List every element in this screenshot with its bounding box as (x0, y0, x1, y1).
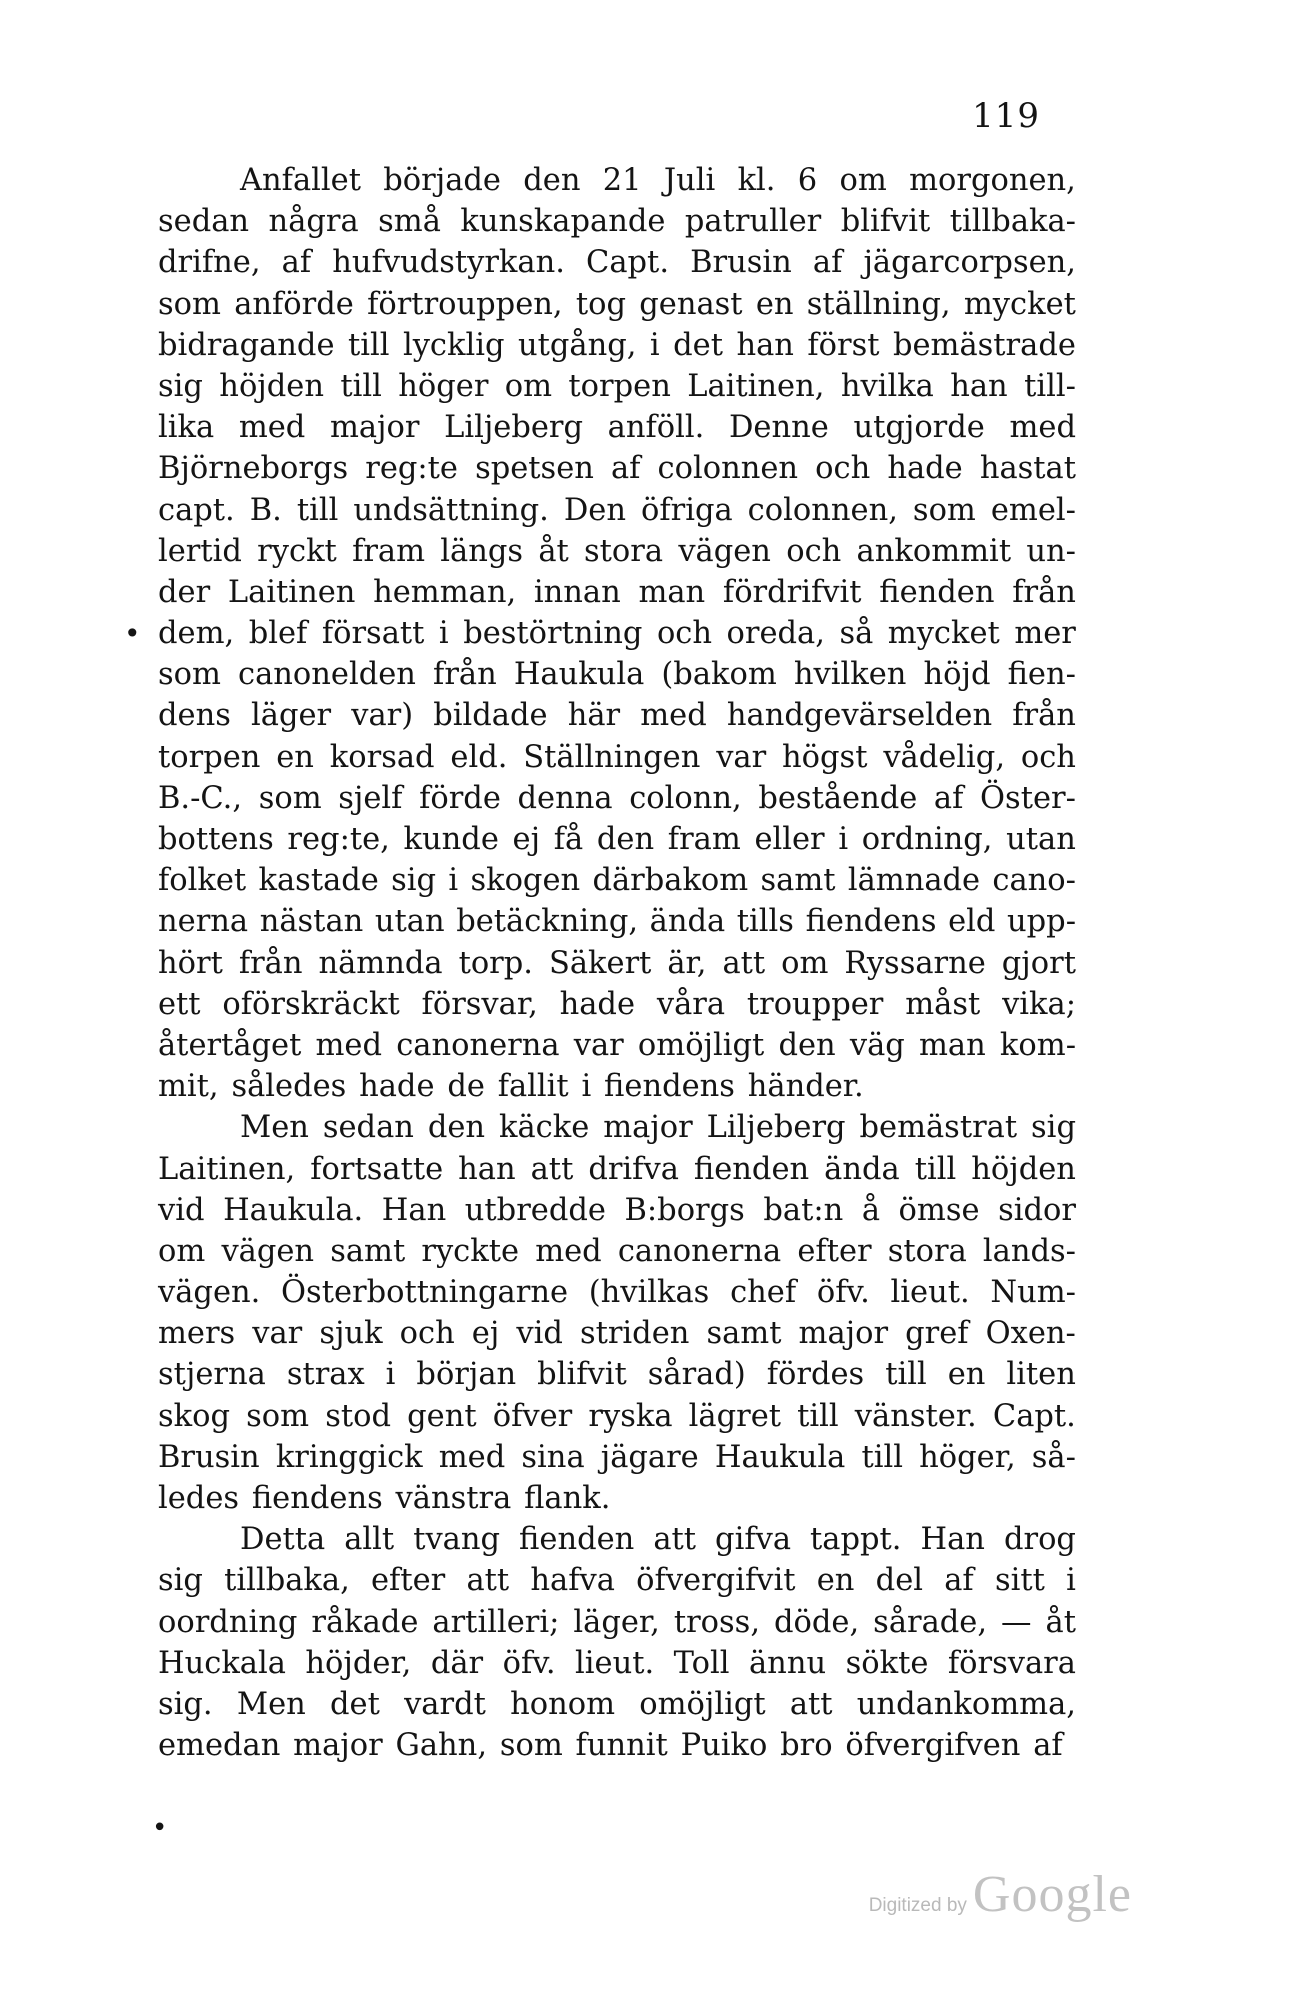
text-line: Anfallet började den 21 Juli kl. 6 om morgonen, (240, 163, 1076, 198)
text-line: ledes fiendens vänstra flank. (158, 1481, 611, 1516)
text-line: nerna nästan utan betäckning, ända tills fiendens eld upp- (158, 904, 1076, 940)
text-line: torpen en korsad eld. Ställningen var högst vådelig, och (158, 739, 1076, 775)
text-line: B.-C., som sjelf förde denna colonn, bestående af Öster- (158, 780, 1076, 816)
text-line: lika med major Liljeberg anföll. Denne utgjorde med (158, 410, 1076, 446)
text-line: Detta allt tvang fienden att gifva tappt. Han drog (240, 1522, 1076, 1558)
text-line: Brusin kringgick med sina jägare Haukula till höger, så- (158, 1439, 1076, 1475)
text-line: stjerna strax i början blifvit sårad) fördes till en liten (158, 1357, 1076, 1393)
text-line: dens läger var) bildade här med handgevärselden från (158, 698, 1076, 734)
text-line: oordning råkade artilleri; läger, tross, döde, sårade, — åt (158, 1604, 1076, 1640)
watermark-digitized-label: Digitized by (868, 1895, 967, 1916)
text-line: vid Haukula. Han utbredde B:borgs bat:n å ömse sidor (158, 1192, 1076, 1228)
text-line: capt. B. till undsättning. Den öfriga colonnen, som emel- (158, 492, 1076, 528)
text-line: skog som stod gent öfver ryska lägret till vänster. Capt. (158, 1398, 1076, 1434)
text-line: drifne, af hufvudstyrkan. Capt. Brusin af jägarcorpsen, (158, 245, 1076, 281)
text-line: bidragande till lycklig utgång, i det han först bemästrade (158, 327, 1076, 363)
text-line: sig. Men det vardt honom omöjligt att undankomma, (158, 1686, 1076, 1722)
text-line: ett oförskräckt försvar, hade våra troupper måst vika; (158, 986, 1076, 1022)
text-line: Men sedan den käcke major Liljeberg bemästrat sig (240, 1110, 1076, 1146)
text-line: som canonelden från Haukula (bakom hvilken höjd fien- (158, 657, 1076, 693)
text-line: sedan några små kunskapande patruller blifvit tillbaka- (158, 204, 1076, 240)
text-line: om vägen samt ryckte med canonerna efter stora lands- (158, 1233, 1076, 1269)
paragraph (158, 160, 1076, 1107)
paragraph (158, 1107, 1076, 1519)
text-line: emedan major Gahn, som funnit Puiko bro öfvergifven af (158, 1728, 1063, 1764)
text-line: återtåget med canonerna var omöjligt den väg man kom- (158, 1027, 1076, 1063)
text-line: Laitinen, fortsatte han att drifva fienden ända till höjden (158, 1151, 1076, 1187)
text-line: bottens reg:te, kunde ej få den fram eller i ordning, utan (158, 822, 1076, 857)
stray-mark: • (152, 1813, 168, 1843)
google-watermark (869, 1865, 1132, 1924)
text-line: lertid ryckt fram längs åt stora vägen och ankommit un- (158, 533, 1076, 569)
margin-bullet: • (124, 617, 141, 650)
body-text (158, 160, 1076, 1766)
text-line: som anförde förtrouppen, tog genast en ställning, mycket (158, 286, 1076, 322)
text-line: Huckala höjder, där öfv. lieut. Toll ännu sökte försvara (158, 1645, 1076, 1681)
text-line: folket kastade sig i skogen därbakom samt lämnade cano- (158, 863, 1076, 899)
text-line: Björneborgs reg:te spetsen af colonnen och hade hastat (158, 451, 1076, 487)
text-line: vägen. Österbottningarne (hvilkas chef öfv. lieut. Num- (158, 1275, 1076, 1311)
watermark-brand: Google (972, 1866, 1132, 1923)
text-line: sig tillbaka, efter att hafva öfvergifvit en del af sitt i (158, 1563, 1076, 1599)
text-line: mers var sjuk och ej vid striden samt major gref Oxen- (158, 1316, 1076, 1352)
page-number: 119 (972, 96, 1040, 136)
text-line: sig höjden till höger om torpen Laitinen, hvilka han till- (158, 368, 1076, 404)
paragraph (158, 1519, 1076, 1766)
text-line: mit, således hade de fallit i fiendens händer. (158, 1069, 864, 1105)
text-line: hört från nämnda torp. Säkert är, att om Ryssarne gjort (158, 945, 1076, 981)
text-line: der Laitinen hemman, innan man fördrifvit fienden från (158, 574, 1076, 610)
text-line: dem, blef försatt i bestörtning och oreda, så mycket mer (158, 616, 1076, 652)
